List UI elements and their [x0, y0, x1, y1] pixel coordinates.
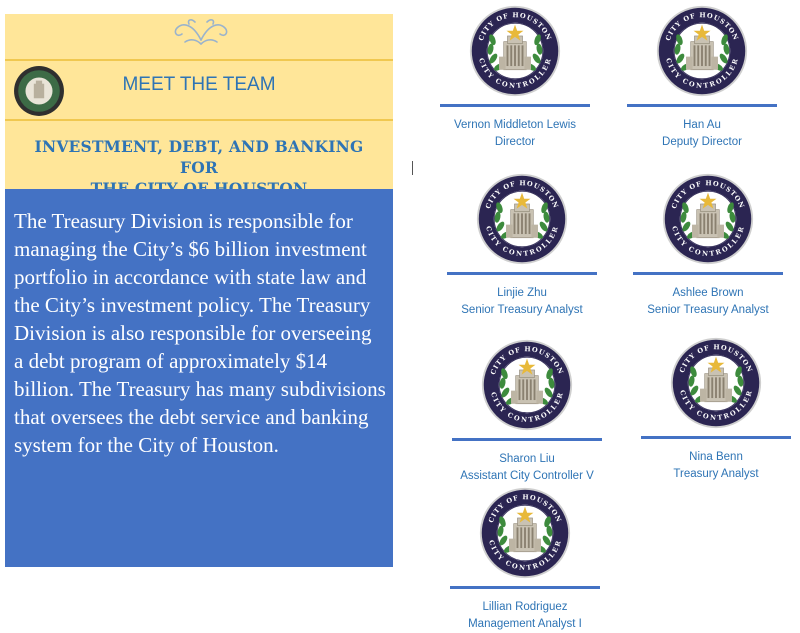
svg-text:CITY OF HOUSTON: CITY OF HOUSTON — [488, 345, 566, 376]
underline — [627, 104, 777, 107]
description-box — [5, 189, 393, 567]
city-controller-seal-icon — [661, 172, 755, 266]
city-controller-seal-icon — [655, 4, 749, 98]
svg-text:CITY CONTROLLER: CITY CONTROLLER — [664, 57, 740, 90]
underline — [641, 436, 791, 439]
svg-text:CITY OF HOUSTON: CITY OF HOUSTON — [677, 343, 755, 374]
svg-text:CITY OF HOUSTON: CITY OF HOUSTON — [486, 493, 564, 524]
svg-text:CITY CONTROLLER: CITY CONTROLLER — [670, 225, 746, 258]
divider — [5, 59, 393, 61]
team-member — [425, 4, 605, 151]
underline — [450, 586, 600, 589]
text-cursor — [412, 161, 413, 175]
member-role: Senior Treasury Analyst — [647, 304, 769, 316]
member-role: Senior Treasury Analyst — [461, 304, 583, 316]
city-controller-seal-icon — [478, 486, 572, 580]
header-band — [5, 14, 393, 189]
member-role: Management Analyst I — [468, 618, 582, 630]
svg-text:CITY CONTROLLER: CITY CONTROLLER — [484, 225, 560, 258]
underline — [440, 104, 590, 107]
city-controller-seal-icon — [468, 4, 562, 98]
team-member — [626, 336, 800, 483]
team-member — [612, 4, 792, 151]
member-name: Han Au — [683, 119, 721, 131]
member-name: Ashlee Brown — [672, 287, 744, 299]
svg-text:CITY CONTROLLER: CITY CONTROLLER — [487, 539, 563, 572]
city-controller-seal-icon — [475, 172, 569, 266]
svg-text:CITY OF HOUSTON: CITY OF HOUSTON — [669, 179, 747, 210]
city-controller-seal-icon — [480, 338, 574, 432]
team-member — [618, 172, 798, 319]
underline — [447, 272, 597, 275]
team-member — [435, 486, 615, 633]
underline — [452, 438, 602, 441]
member-role: Director — [494, 136, 536, 148]
city-controller-seal-icon — [669, 336, 763, 430]
member-role: Assistant City Controller V — [460, 470, 594, 482]
member-name: Linjie Zhu — [497, 287, 547, 299]
member-name: Sharon Liu — [499, 453, 555, 465]
member-name: Vernon Middleton Lewis — [453, 119, 577, 131]
divider — [5, 119, 393, 121]
member-role: Deputy Director — [662, 136, 742, 148]
member-name: Lillian Rodriguez — [482, 601, 568, 613]
info-panel — [5, 14, 393, 567]
svg-text:CITY OF HOUSTON: CITY OF HOUSTON — [483, 179, 561, 210]
svg-text:CITY CONTROLLER: CITY CONTROLLER — [477, 57, 553, 90]
svg-text:CITY OF HOUSTON: CITY OF HOUSTON — [476, 11, 554, 42]
description-text: The Treasury Division is responsible for managing the City’s $6 billion investment portfolio in accordance with state law and the City’s investment policy. The Treasury Division is also responsible for overseeing a debt program of approximately $14 billion. The Treasury has many subdivisions that oversees the debt service and banking system for the City of Houston. — [14, 209, 386, 457]
member-name: Nina Benn — [689, 451, 743, 463]
subheading-line: INVESTMENT, DEBT, AND BANKING FOR — [34, 137, 364, 177]
page-title: MEET THE TEAM — [122, 74, 276, 95]
svg-text:CITY OF HOUSTON: CITY OF HOUSTON — [663, 11, 741, 42]
svg-text:CITY CONTROLLER: CITY CONTROLLER — [678, 389, 754, 422]
svg-text:CITY CONTROLLER: CITY CONTROLLER — [489, 391, 565, 424]
team-member — [437, 338, 617, 485]
flourish-ornament-icon — [171, 14, 231, 48]
team-member — [432, 172, 612, 319]
underline — [633, 272, 783, 275]
member-role: Treasury Analyst — [673, 468, 759, 480]
